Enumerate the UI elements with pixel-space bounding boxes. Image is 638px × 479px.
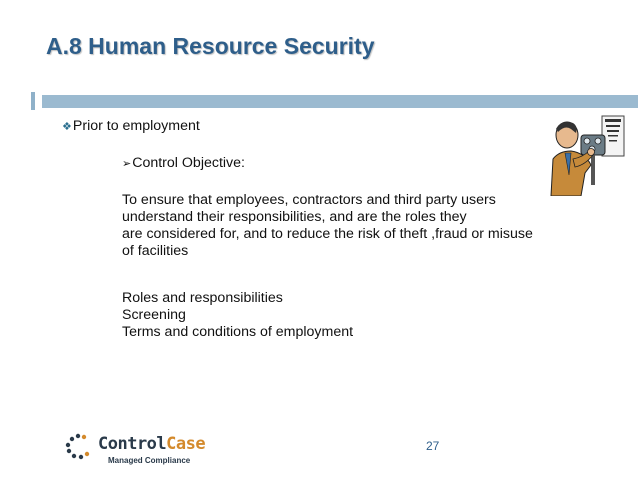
control-objective-paragraph bbox=[122, 192, 533, 260]
diamond-bullet-icon: ❖ bbox=[62, 121, 72, 133]
control-items-list bbox=[122, 290, 353, 341]
bullet-level2 bbox=[122, 155, 245, 173]
title-divider-tick bbox=[31, 92, 35, 110]
slide-title: A.8 Human Resource Security bbox=[46, 33, 375, 59]
paragraph-line: are considered for, and to reduce the risk of theft ,fraud or misuse bbox=[122, 226, 533, 242]
list-item: Screening bbox=[122, 307, 186, 323]
list-item: Roles and responsibilities bbox=[122, 290, 283, 306]
logo-wordmark bbox=[98, 434, 205, 454]
logo-word-case: Case bbox=[166, 434, 206, 454]
paragraph-line: understand their responsibilities, and are the roles they bbox=[122, 209, 467, 225]
page-number: 27 bbox=[426, 439, 440, 453]
title-divider-bar bbox=[42, 95, 638, 108]
arrow-bullet-icon: ➢ bbox=[122, 158, 132, 170]
bullet-level2-text: Control Objective: bbox=[132, 155, 245, 171]
paragraph-line: To ensure that employees, contractors and third party users bbox=[122, 192, 496, 208]
paragraph-line: of facilities bbox=[122, 243, 189, 259]
bullet-level1 bbox=[62, 118, 200, 136]
list-item: Terms and conditions of employment bbox=[122, 324, 354, 340]
logo-mark-icon bbox=[64, 432, 98, 460]
eye-exam-clipart bbox=[545, 113, 628, 196]
logo-word-control: Control bbox=[98, 434, 167, 454]
bullet-level1-text: Prior to employment bbox=[72, 118, 200, 134]
logo-tagline: Managed Compliance bbox=[108, 456, 191, 465]
controlcase-logo bbox=[64, 432, 224, 470]
